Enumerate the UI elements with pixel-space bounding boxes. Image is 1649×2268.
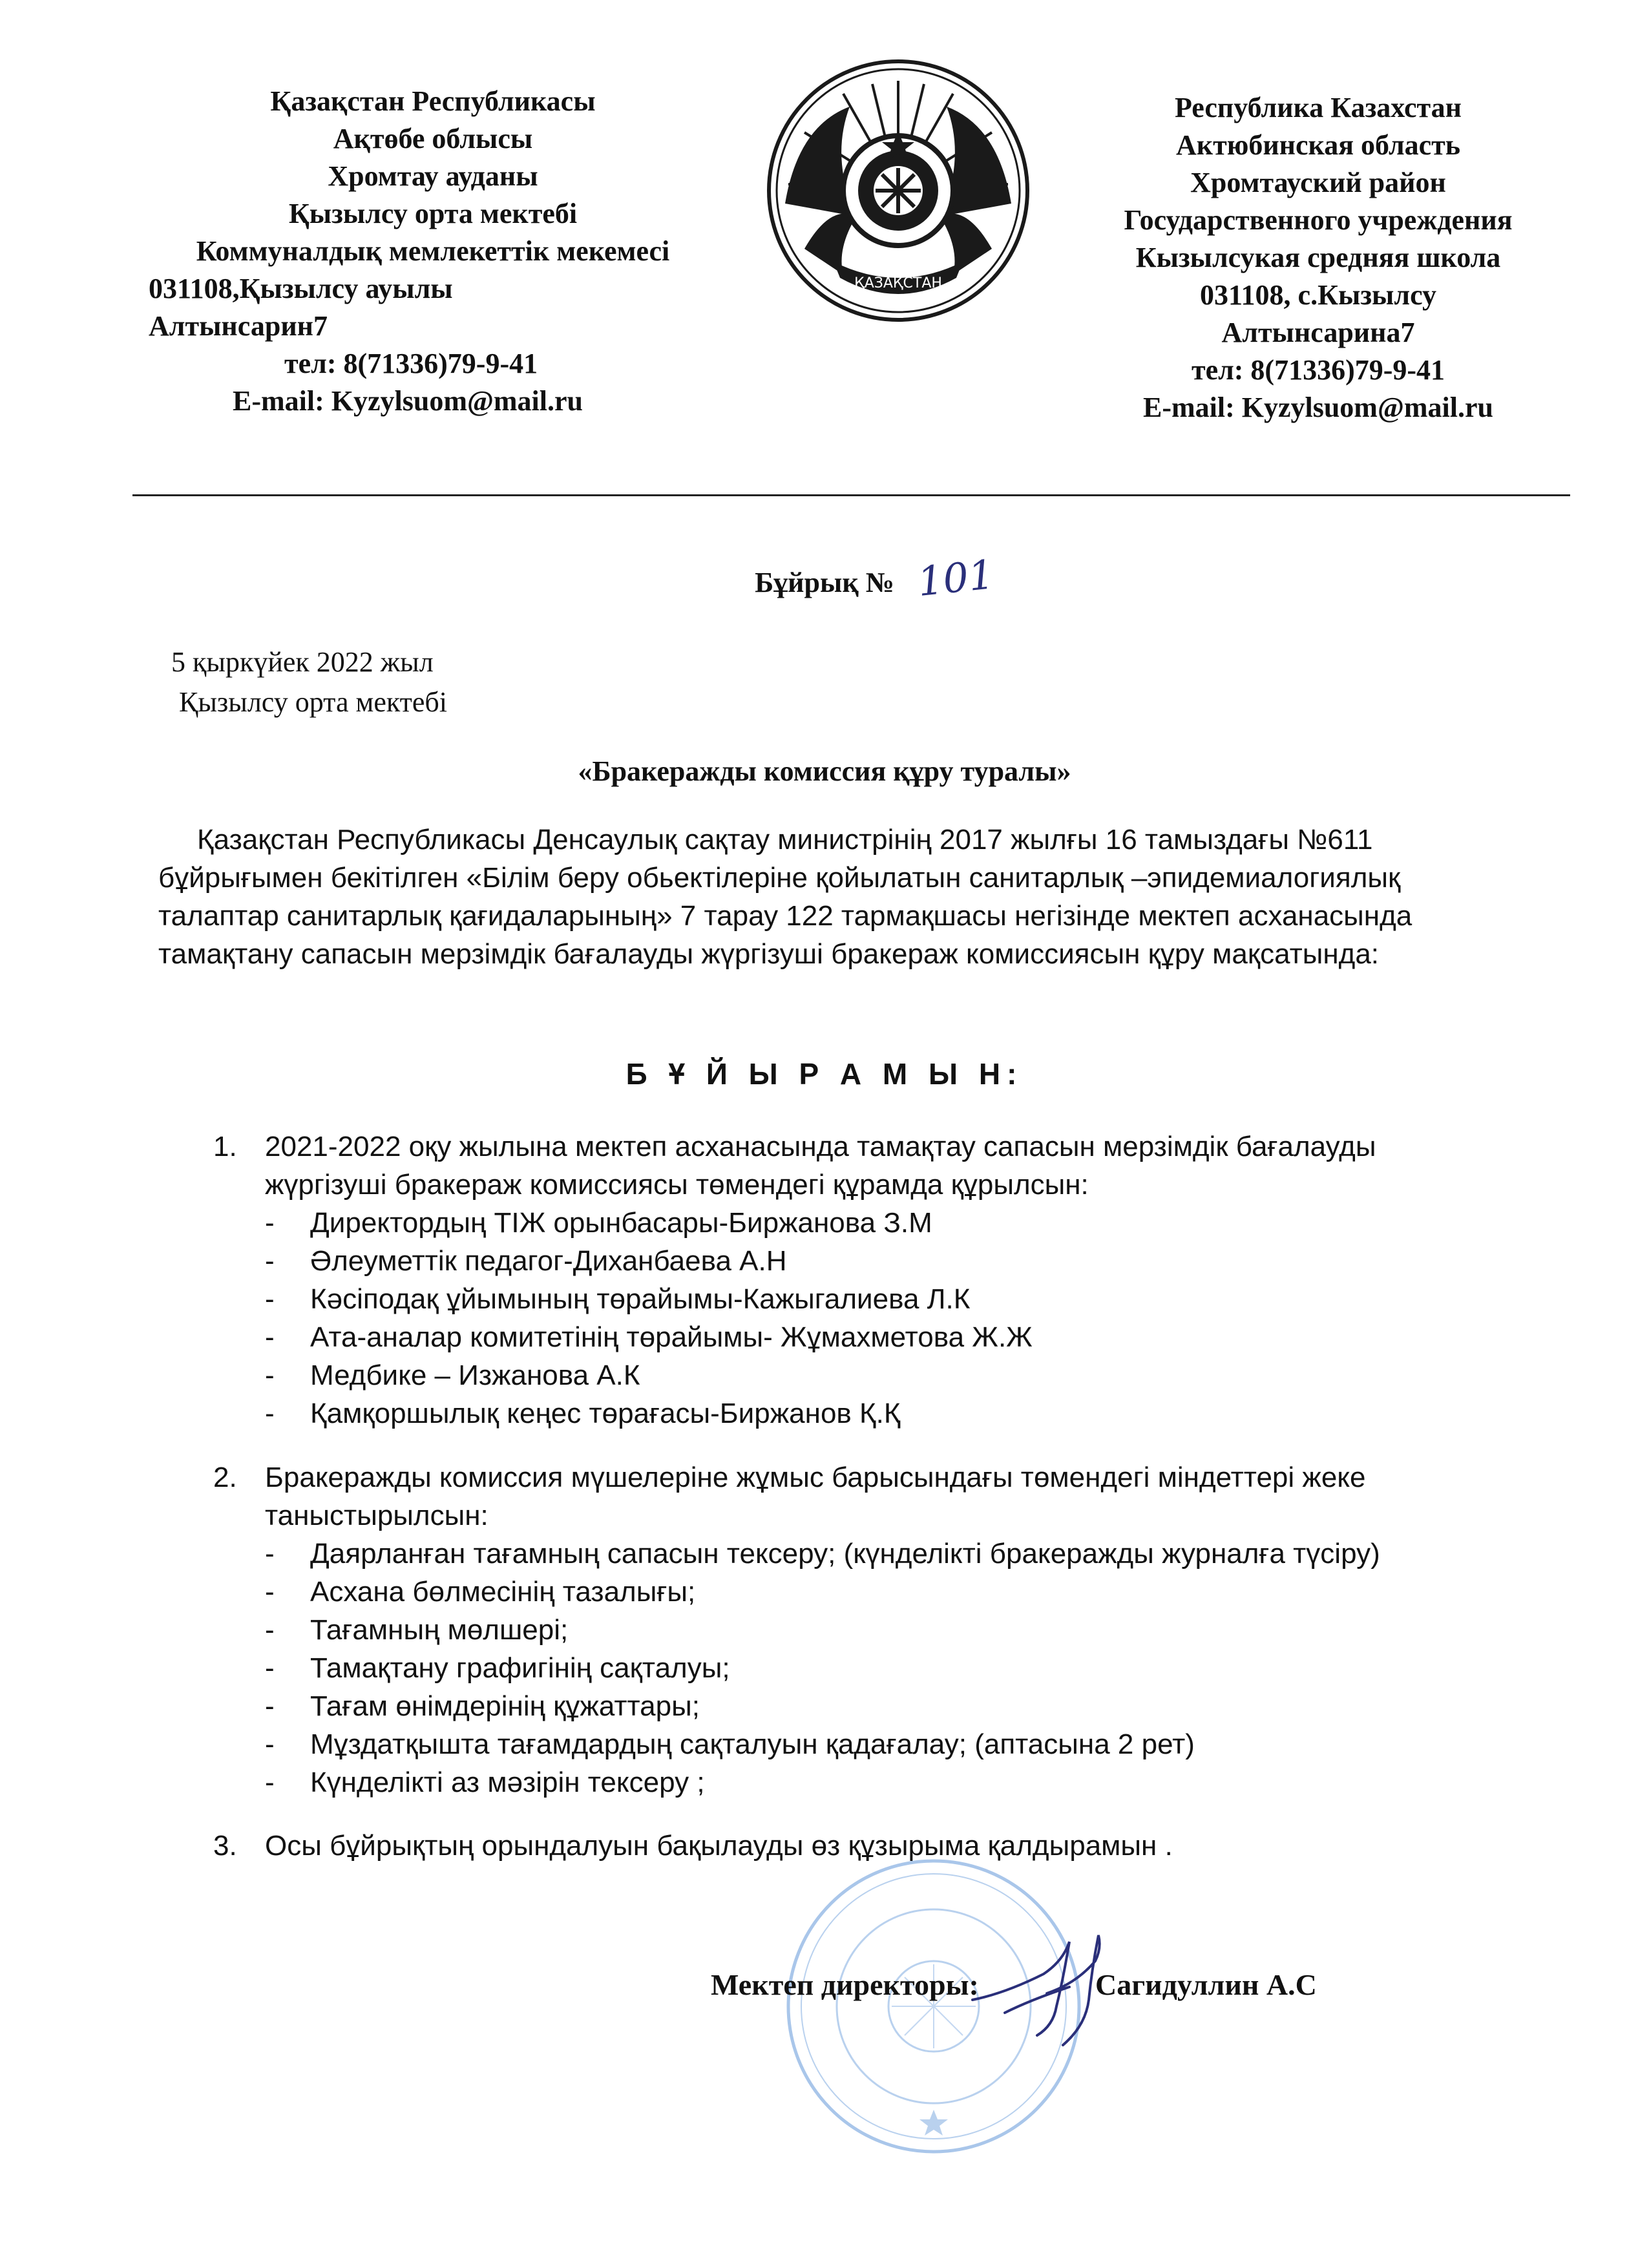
document-date: 5 қыркүйек 2022 жыл [171,646,434,678]
bullet-dash: - [265,1652,275,1684]
item-text: Бракеражды комиссия мүшелеріне жұмыс барысындағы төмендегі міндеттері жеке [265,1462,1366,1493]
list-item-text: Асхана бөлмесінің тазалығы; [310,1576,696,1608]
header-left-postal: 031108,Қызылсу ауылы [149,273,453,304]
intro-line: талаптар санитарлық қағидаларының» 7 тарау 122 тармақшасы негізінде мектеп асханасында [158,900,1413,932]
bullet-dash: - [265,1538,275,1570]
list-item [213,1763,1506,1801]
bullet-dash: - [265,1767,275,1798]
item-number: 1. [213,1131,237,1162]
intro-line: Қазақстан Республикасы Денсаулық сақтау министрінің 2017 жылғы 16 тамыздағы №611 [197,824,1373,856]
list-item-text: Қамқоршылық кеңес төрағасы-Биржанов Қ.Қ [310,1398,901,1429]
command-heading: Б Ұ Й Ы Р А М Ы Н: [625,1057,1024,1091]
list-item [213,1394,1506,1433]
bullet-dash: - [265,1207,275,1239]
list-item [213,1280,1506,1318]
item-text: таныстырылсын: [265,1500,488,1531]
header-right-school: Кызылсукая средняя школа [1135,242,1501,273]
document-place: Қызылсу орта мектебі [179,686,448,718]
item-number: 3. [213,1830,237,1862]
list-item-text: Күнделікті аз мәзірін тексеру ; [310,1767,705,1798]
header-left-region: Ақтөбе облысы [333,123,533,154]
intro-line: тамақтану сапасын мерзімдік бағалауды жүргізуші бракераж комиссиясын құру мақсатында: [158,938,1380,970]
intro-line: бұйрығымен бекітілген «Білім беру обьектілеріне қойылатын санитарлық –эпидемиалогиялық [158,862,1401,894]
list-item [213,1687,1506,1725]
document-meta [171,642,447,722]
list-item [213,1649,1506,1687]
bullet-dash: - [265,1321,275,1353]
list-item [213,1204,1506,1242]
header-left-district: Хромтау ауданы [328,160,538,192]
list-item-text: Тамақтану графигінің сақталуы; [310,1652,730,1684]
item-number: 2. [213,1462,237,1493]
header-left-phone: тел: 8(71336)79-9-41 [284,348,538,379]
list-item-text: Ата-аналар комитетінің төрайымы- Жұмахметова Ж.Ж [310,1321,1033,1353]
document-title: «Бракеражды комиссия құру туралы» [578,755,1071,787]
item-text: жүргізуші бракераж комиссиясы төмендегі құрамда құрылсын: [265,1169,1089,1201]
list-item-text: Әлеуметтік педагог-Диханбаева А.Н [310,1245,787,1277]
list-item [213,1356,1506,1394]
list-item-text: Тағамның мөлшері; [310,1614,569,1646]
list-item [213,1242,1506,1280]
header-left-street: Алтынсарин7 [149,310,328,342]
bullet-dash: - [265,1283,275,1315]
header-left-block [149,83,717,420]
header-right-phone: тел: 8(71336)79-9-41 [1191,354,1445,386]
list-item [213,1611,1506,1649]
order-label: Бұйрық № [755,567,894,598]
emblem-inscription: ҚАЗАҚСТАН [854,275,942,291]
order-item-1 [213,1128,1506,1433]
header-right-street: Алтынсарина7 [1221,317,1415,348]
director-label: Мектеп директоры: [711,1968,979,2001]
header-right-postal: 031108, с.Кызылсу [1199,279,1437,311]
item-text: Осы бұйрықтың орындалуын бақылауды өз құзырыма қалдырамын . [265,1830,1173,1862]
header-left-email: E-mail: Kyzylsuom@mail.ru [233,385,583,417]
order-item-2 [213,1458,1506,1801]
list-item-text: Тағам өнімдерінің құжаттары; [310,1690,700,1722]
bullet-dash: - [265,1398,275,1429]
header-right-country: Республика Казахстан [1174,92,1462,123]
header-left-country: Қазақстан Республикасы [270,85,596,117]
list-item [213,1318,1506,1356]
list-item-text: Кәсіподақ ұйымының төрайымы-Кажыгалиева Л.К [310,1283,971,1315]
header-left-institution: Коммуналдық мемлекеттік мекемесі [196,235,670,267]
intro-paragraph [158,821,1502,973]
list-item-text: Мұздатқышта тағамдардың сақталуын қадағалау; (аптасына 2 рет) [310,1728,1195,1760]
state-emblem [759,55,1037,326]
bullet-dash: - [265,1614,275,1646]
kazakhstan-state-emblem-icon [759,55,1037,326]
list-item-text: Медбике – Изжанова А.К [310,1360,640,1391]
bullet-dash: - [265,1728,275,1760]
list-item-text: Директордың ТІЖ орынбасары-Биржанова З.М [310,1207,932,1239]
header-right-district: Хромтауский район [1190,167,1446,198]
header-right-email: E-mail: Kyzylsuom@mail.ru [1142,392,1493,423]
header-divider [132,494,1570,496]
header-right-region: Актюбинская область [1175,129,1461,161]
bullet-dash: - [265,1690,275,1722]
header-left-school: Қызылсу орта мектебі [288,198,578,229]
bullet-dash: - [265,1576,275,1608]
header-right-institution: Государственного учреждения [1124,204,1513,236]
bullet-dash: - [265,1360,275,1391]
item-text: 2021-2022 оқу жылына мектеп асханасында тамақтау сапасын мерзімдік бағалауды [265,1131,1376,1162]
header-right-block [1047,89,1590,426]
director-name: Сагидуллин А.С [1095,1968,1317,2001]
list-item [213,1573,1506,1611]
list-item [213,1535,1506,1573]
list-item-text: Даярланған тағамның сапасын тексеру; (күнделікті бракеражды журналға түсіру) [310,1538,1380,1570]
list-item [213,1725,1506,1763]
bullet-dash: - [265,1245,275,1277]
order-number-handwritten: 101 [915,551,996,605]
